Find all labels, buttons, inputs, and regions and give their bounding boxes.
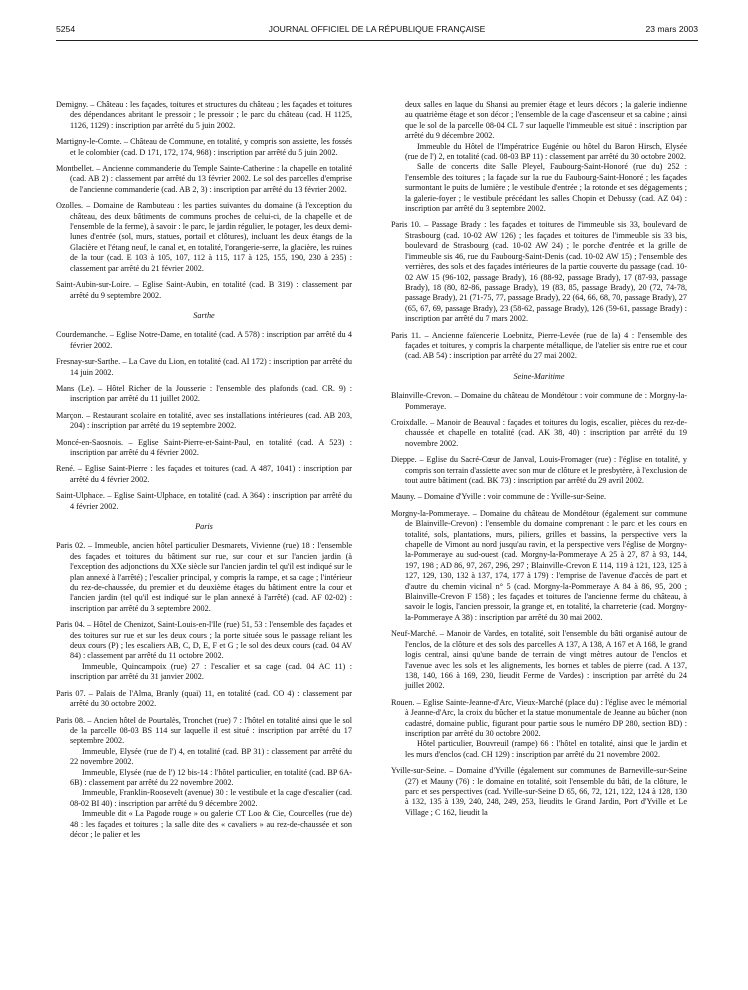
entry-blainville: Blainville-Crevon. – Domaine du château de Mondétour : voir commune de : Morgny-la-Pommeraye. <box>391 391 687 411</box>
entry-yville: Yville-sur-Seine. – Domaine d'Yville (également sur communes de Barneville-sur-Seine (27) et Mauny (76) : le domaine en totalité, soit l'ensemble du bâti, de la clôture, le parc et ses perspectives (cad. Yville-sur-Seine D 65, 66, 72, 121, 122, 124 à 128, 130 à 132, 135 à 139, 240, 248, 249, 253, lieudits le Grand Jardin, Port d'Yville et Le Village ; C 162, lieudit la <box>391 766 687 817</box>
entry-paris-08-sub: Salle de concerts dite Salle Pleyel, Faubourg-Saint-Honoré (rue du) 252 : l'ensemble des toitures ; la façade sur la rue du Faubourg-Saint-Honoré ; les façades surmontant le puits de lumière ; le vestibule d'entrée ; la rotonde et ses dégagements ; la galerie-foyer ; le vestibule précédant les salles Chopin et Debussy (cad. AZ 04) : inscription par arrêté du 3 septembre 2002. <box>405 162 687 214</box>
entry-rouen-main: Rouen. – Eglise Sainte-Jeanne-d'Arc, Vieux-Marché (place du) : l'église avec le mémorial à Jeanne-d'Arc, la croix du bûcher et la statue monumentale de Jeanne au bûcher (non cadastré, domaine public, figurant pour partie sous le numéro DP 280, section BD) : inscription par arrêté du 30 octobre 2002. <box>391 697 687 738</box>
entry-neuf-marche: Neuf-Marché. – Manoir de Vardes, en totalité, soit l'ensemble du bâti organisé autour de l'enclos, de la clôture et des sols des parcelles A 137, A 138, A 167 et A 168, le grand logis central, ainsi qu'une bande de terrain de vingt mètres autour de l'enclos et l'avenue avec les sols et les alignements, les bornes et tables de pierre (cad. A 137, 138, 140, 166 à 169, 230, lieudit Ferme de Vardes) : inscription par arrêté du 24 juillet 2002. <box>391 629 687 691</box>
entry-paris-08-sub: Immeuble du Hôtel de l'Impératrice Eugénie ou hôtel du Baron Hirsch, Elysée (rue de l') 2, en totalité (cad. 08-03 BP 11) : classement par arrêté du 30 octobre 2002. <box>405 141 687 162</box>
entry-paris-08-sub: Immeuble dit « La Pagode rouge » ou galerie CT Loo & Cie, Courcelles (rue de) 48 : les façades et toitures ; la salle dite des « cavaliers » au rez-de-chaussée et son décor ; le palier et les <box>70 809 352 839</box>
header-rule <box>56 40 698 41</box>
entry-saint-ulphace: Saint-Ulphace. – Eglise Saint-Ulphace, en totalité (cad. A 364) : inscription par arrêté du 4 février 2002. <box>56 491 352 511</box>
entry-fresnay: Fresnay-sur-Sarthe. – La Cave du Lion, en totalité (cad. AI 172) : inscription par arrêté du 14 juin 2002. <box>56 357 352 377</box>
entry-demigny: Demigny. – Château : les façades, toitures et structures du château ; les façades et toitures des dépendances abritant le pressoir ; le pressoir ; le parc du château (cad. H 1125, 1126, 1129) : inscription par arrêté du 5 juin 2002. <box>56 100 352 130</box>
page-header <box>56 22 698 36</box>
entry-ozolles: Ozolles. – Domaine de Rambuteau : les parties suivantes du domaine (à l'exception du château, des deux bâtiments de communs proches de celui-ci, de la chapelle et de l'ensemble de la ferme), à savoir : le parc, le jardin régulier, le potager, les deux demi-lunes d'entrée (sol, murs, statues, portail et clôtures), incluant les deux étangs de la Glacière et l'étang neuf, le canal et, en totalité, l'orangerie-serre, la glacière, les ruines de la tour (cad. E 103 à 105, 107, 112 à 115, 117 à 125, 155, 190, 230 à 235) : classement par arrêté du 21 février 2002. <box>56 201 352 273</box>
entry-rene: René. – Eglise Saint-Pierre : les façades et toitures (cad. A 487, 1041) : inscription par arrêté du 4 février 2002. <box>56 464 352 484</box>
entry-paris-04-sub: Immeuble, Quincampoix (rue) 27 : l'escalier et sa cage (cad. 04 AC 11) : inscription par arrêté du 31 janvier 2002. <box>70 661 352 682</box>
left-column <box>56 100 352 980</box>
entry-saint-aubin: Saint-Aubin-sur-Loire. – Eglise Saint-Aubin, en totalité (cad. B 319) : classement par arrêté du 9 septembre 2002. <box>56 280 352 300</box>
entry-paris-08-continued <box>391 100 687 214</box>
entry-rouen <box>391 698 687 760</box>
entry-paris-08 <box>56 716 352 841</box>
entry-martigny: Martigny-le-Comte. – Château de Commune, en totalité, y compris son assiette, les fossés et le colombier (cad. D 171, 172, 174, 968) : inscription par arrêté du 5 juin 2002. <box>56 137 352 157</box>
entry-paris-04 <box>56 620 352 682</box>
entry-paris-04-main: Paris 04. – Hôtel de Chenizot, Saint-Louis-en-l'Ile (rue) 51, 53 : l'ensemble des façades et des toitures sur rue et sur les deux cours ; la porte située sous le passage reliant les deux cours (P) ; les escaliers AB, C, D, E, F et G ; le sol des deux cours (cad. 04 AV 84) : classement par arrêté du 11 octobre 2002. <box>56 620 352 661</box>
right-column <box>391 100 687 980</box>
entry-croixdalle: Croixdalle. – Manoir de Beauval : façades et toitures du logis, escalier, pièces du rez-de-chaussée et chapelle en totalité (cad. AK 38, 40) : inscription par arrêté du 19 novembre 2002. <box>391 417 687 448</box>
entry-paris-08-sub: Immeuble, Franklin-Roosevelt (avenue) 30 : le vestibule et la cage d'escalier (cad. 08-02 BI 40) : inscription par arrêté du 9 décembre 2002. <box>70 788 352 808</box>
entry-paris-11: Paris 11. – Ancienne faïencerie Loebnitz, Pierre-Levée (rue de la) 4 : l'ensemble des façades et toitures, y compris la charpente métallique, de l'atelier sis entre rue et cour (cad. AB 54) : inscription par arrêté du 27 mai 2002. <box>391 330 687 361</box>
entry-paris-07: Paris 07. – Palais de l'Alma, Branly (quai) 11, en totalité (cad. CO 4) : classement par arrêté du 30 octobre 2002. <box>56 688 352 709</box>
continued-text: deux salles en laque du Shansi au premier étage et leurs décors ; la galerie indienne au quatrième étage et son décor ; l'ensemble de la cage d'ascenseur et sa cabine ; ainsi que le sol de la parcelle 08-04 CL 7 sur laquelle l'immeuble est situé : inscription par arrêté du 9 décembre 2002. <box>405 100 687 141</box>
entry-mauny: Mauny. – Domaine d'Yville : voir commune de : Yville-sur-Seine. <box>391 492 607 502</box>
entry-mans: Mans (Le). – Hôtel Richer de la Jousserie : l'ensemble des plafonds (cad. CR. 9) : inscription par arrêté du 11 juillet 2002. <box>56 383 352 404</box>
entry-paris-02: Paris 02. – Immeuble, ancien hôtel particulier Desmarets, Vivienne (rue) 18 : l'ensemble des façades et toitures du bâtiment sur rue, sur cour et sur l'ancien jardin (à l'exception des adjonctions du XXe siècle sur l'ancien jardin tel qu'il est indiqué sur le plan annexé à l'arrêté) ; l'escalier principal, y compris la rampe, et sa cage ; l'intérieur du rez-de-chaussée, du premier et du deuxième étages du bâtiment entre la cour et l'ancien jardin (tel qu'il est indiqué sur le plan annexé à l'arrêté) (cad. AF 02-02) : inscription par arrêté du 3 septembre 2002. <box>56 541 352 613</box>
entry-dieppe: Dieppe. – Eglise du Sacré-Cœur de Janval, Louis-Fromager (rue) : l'église en totalité, y compris son terrain d'assiette avec son mur de clôture et le presbytère, à l'exclusion de tout autre bâtiment (cad. BK 73) : inscription par arrêté du 29 avril 2002. <box>391 455 687 485</box>
section-heading-paris: Paris <box>195 522 213 531</box>
entry-courdemanche: Courdemanche. – Eglise Notre-Dame, en totalité (cad. A 578) : inscription par arrêté du 4 février 2002. <box>56 330 352 350</box>
section-heading-seine-maritime: Seine-Maritime <box>513 371 565 381</box>
entry-paris-08-sub: Immeuble, Elysée (rue de l') 12 bis-14 : l'hôtel particulier, en totalité (cad. BP 6A-6B) : classement par arrêté du 22 novembre 2002. <box>70 767 352 787</box>
entry-paris-10: Paris 10. – Passage Brady : les façades et toitures de l'immeuble sis 33, boulevard de Strasbourg (cad. 10-02 AW 126) ; les façades et toitures de l'immeuble sis 33 bis, boulevard de Strasbourg (cad. 10-02 AW 24) ; le porche d'entrée et la grille de l'immeuble sis 46, rue du Faubourg-Saint-Denis (cad. 10-02 AW 15) ; l'ensemble des verrières, des sols et des façades intérieures de la partie couverte du passage (cad. 10-02 AW 15 (96-102, passage Brady), 16 (88-92, passage Brady), 17 (87-93, passage Brady), 18 (80, 82-86, passage Brady), 19 (83, 85, passage Brady), 20 (72, 74-78, passage Brady), 21 (71-75, 77, passage Brady), 22 (64, 66, 68, 70, passage Brady), 27 (65, 67, 69, passage Brady), 23 (58-62, passage Brady), 126 (59-61, passage Brady) : inscription par arrêté du 7 mars 2002. <box>391 220 687 324</box>
section-heading-sarthe: Sarthe <box>193 310 215 320</box>
page-number: 5254 <box>56 24 76 34</box>
entry-montbellet: Montbellet. – Ancienne commanderie du Temple Sainte-Catherine : la chapelle en totalité (cad. AB 2) : classement par arrêté du 13 février 2002. Le sol des parcelles d'emprise de l'ancienne commanderie (cad. AB 2, 3) : inscription par arrêté du 13 février 2002. <box>56 164 352 194</box>
entry-morgny: Morgny-la-Pommeraye. – Domaine du château de Mondétour (également sur commune de Blainville-Crevon) : l'ensemble du domaine comprenant : le parc et les cours en totalité, sols, plantations, murs, piliers, grilles et bassins, la perspective vers la chapelle de Vimont au nord jusqu'au ravin, et la perspective vers l'église de Morgny-la-Pommeraye au sud-ouest (cad. Morgny-la-Pommeraye A 25 à 27, 87 à 93, 144, 197, 198 ; AD 86, 97, 267, 296, 297 ; Blainville-Crevon E 114, 119 à 121, 123, 125 à 127, 129, 130, 132 à 137, 174, 177 à 179) : l'emprise de l'avenue d'accès de part et d'autre du chemin vicinal n° 5 (cad. Morgny-la-Pommeraye A 84 à 86, 95, 200 ; Blainville-Crevon F 158) ; les façades et toitures de l'ancienne ferme du château, à savoir le logis, l'ancien pressoir, la grange et, en totalité, la charreterie (cad. Morgny-la-Pommeraye A 38) : inscription par arrêté du 30 mai 2002. <box>391 508 687 622</box>
entry-paris-08-main: Paris 08. – Ancien hôtel de Pourtalès, Tronchet (rue) 7 : l'hôtel en totalité ainsi que le sol de la parcelle 08-03 BS 114 sur laquelle il est situé : inscription par arrêté du 17 septembre 2002. <box>56 715 352 746</box>
journal-title: JOURNAL OFFICIEL DE LA RÉPUBLIQUE FRANÇAISE <box>268 24 486 34</box>
entry-monce: Moncé-en-Saosnois. – Eglise Saint-Pierre-et-Saint-Paul, en totalité (cad. A 523) : inscription par arrêté du 4 février 2002. <box>56 437 352 457</box>
entry-rouen-sub: Hôtel particulier, Bouvreuil (rampe) 66 : l'hôtel en totalité, ainsi que le jardin et les murs d'enclos (cad. CH 129) : inscription par arrêté du 21 novembre 2002. <box>405 739 687 759</box>
entry-marcon: Marçon. – Restaurant scolaire en totalité, avec ses installations intérieures (cad. AB 203, 204) : inscription par arrêté du 19 septembre 2002. <box>56 410 352 431</box>
entry-paris-08-sub: Immeuble, Elysée (rue de l') 4, en totalité (cad. BP 31) : classement par arrêté du 22 novembre 2002. <box>70 746 352 767</box>
issue-date: 23 mars 2003 <box>645 24 698 34</box>
